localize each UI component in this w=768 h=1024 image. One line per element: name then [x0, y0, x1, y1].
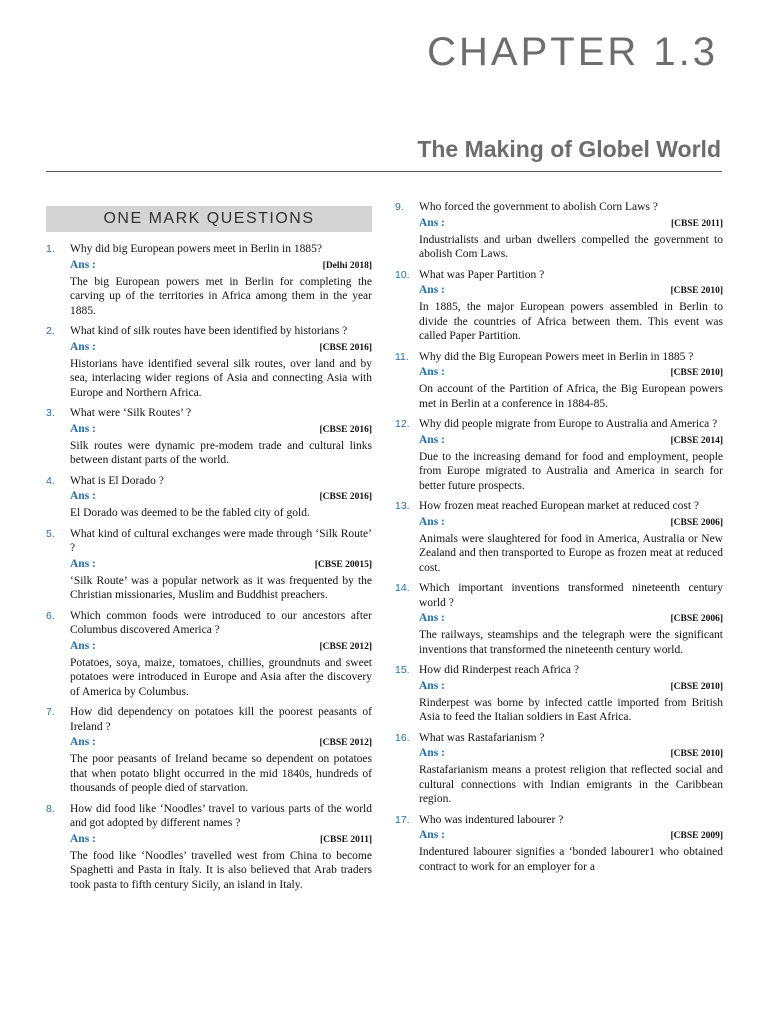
answer-label: Ans :: [419, 433, 445, 446]
question-text: What is El Dorado ?: [70, 474, 164, 487]
exam-source: [CBSE 2010]: [670, 749, 723, 759]
answer-label-row: [419, 216, 723, 231]
answer-label: Ans :: [70, 490, 96, 502]
question-number: 7.: [46, 706, 55, 718]
question-number: 9.: [395, 201, 404, 213]
answer-text: ‘Silk Route’ was a popular network as it was frequented by the Christian missionaries, Muslim and Buddhist preachers.: [70, 574, 372, 601]
question-item: [46, 242, 372, 318]
answer-label-row: [419, 515, 723, 530]
answer-label-row: [419, 611, 723, 626]
question-item: [395, 663, 723, 725]
answer-text: On account of the Partition of Africa, the Big European powers met in Berlin at a conference in 1884-85.: [419, 383, 723, 410]
answer-label-row: [419, 828, 723, 843]
question-number: 8.: [46, 802, 55, 815]
exam-source: [CBSE 2009]: [670, 831, 723, 841]
answer-label: Ans :: [70, 258, 96, 271]
exam-source: [CBSE 2016]: [319, 492, 372, 502]
answer-label-row: [419, 679, 723, 694]
answer-label-row: [70, 639, 372, 654]
exam-source: [Delhi 2018]: [322, 260, 372, 271]
question-number: 15.: [395, 664, 410, 676]
answer-label-row: [419, 746, 723, 761]
answer-label: Ans :: [419, 515, 445, 528]
question-text: Who was indentured labourer ?: [419, 813, 564, 826]
question-item: [46, 705, 372, 796]
exam-source: [CBSE 2012]: [319, 738, 372, 748]
question-text: Why did people migrate from Europe to Australia and America ?: [419, 418, 718, 430]
answer-text: El Dorado was deemed to be the fabled city of gold.: [70, 507, 310, 519]
answer-label: Ans :: [419, 216, 445, 229]
question-item: [395, 499, 723, 575]
question-number: 17.: [395, 813, 410, 826]
question-item: [46, 406, 372, 468]
exam-source: [CBSE 2010]: [670, 286, 723, 296]
question-item: [395, 731, 723, 807]
answer-text: Historians have identified several silk routes, over land and by sea, interlacing wider regions of Asia and connecting Asia with Europe and Northern Africa.: [70, 357, 372, 399]
exam-source: [CBSE 2012]: [319, 641, 372, 652]
exam-source: [CBSE 2010]: [670, 368, 723, 378]
question-number: 1.: [46, 243, 55, 255]
answer-text: Rastafarianism means a protest religion that reflected social and cultural connections with Indian emigrants in the Caribbean region.: [419, 764, 723, 805]
answer-label-row: [70, 489, 372, 504]
exam-source: [CBSE 2010]: [670, 681, 723, 692]
question-text: How did dependency on potatoes kill the poorest peasants of Ireland ?: [70, 706, 372, 733]
question-text: How frozen meat reached European market at reduced cost ?: [419, 500, 700, 512]
question-text: Which important inventions transformed nineteenth century world ?: [419, 582, 723, 609]
question-number: 13.: [395, 500, 410, 512]
answer-label-row: [419, 283, 723, 298]
question-item: [46, 474, 372, 521]
chapter-title: The Making of Globel World: [417, 136, 721, 162]
question-number: 14.: [395, 582, 410, 594]
answer-text: Indentured labourer signifies a ‘bonded labourer1 who obtained contract to work for an employer for a: [419, 846, 723, 873]
question-text: What was Rastafarianism ?: [419, 731, 545, 744]
answer-label: Ans :: [70, 422, 96, 435]
answer-label: Ans :: [419, 747, 445, 759]
answer-text: Animals were slaughtered for food in America, Australia or New Zealand and then transported to Europe as frozen meat at reduced cost.: [419, 532, 723, 574]
question-text: What was Paper Partition ?: [419, 268, 545, 281]
question-item: [46, 609, 372, 700]
exam-source: [CBSE 2011]: [671, 218, 723, 229]
answer-label: Ans :: [70, 340, 96, 353]
answer-label: Ans :: [419, 284, 445, 296]
answer-label: Ans :: [70, 736, 96, 748]
answer-label-row: [70, 557, 372, 572]
question-item: [395, 268, 723, 344]
answer-label-row: [70, 258, 372, 273]
answer-label-row: [419, 365, 723, 380]
section-banner: ONE MARK QUESTIONS: [46, 206, 372, 232]
exam-source: [CBSE 2016]: [319, 342, 372, 353]
exam-source: [CBSE 2011]: [320, 834, 372, 845]
exam-source: [CBSE 2006]: [670, 517, 723, 528]
question-item: [395, 200, 723, 262]
exam-source: [CBSE 2016]: [319, 424, 372, 435]
question-item: [395, 350, 723, 412]
answer-label: Ans :: [419, 829, 445, 841]
question-text: What were ‘Silk Routes’ ?: [70, 407, 192, 419]
question-number: 16.: [395, 731, 410, 744]
question-text: How did Rinderpest reach Africa ?: [419, 664, 579, 676]
answer-label: Ans :: [419, 612, 445, 624]
answer-text: Potatoes, soya, maize, tomatoes, chillies, groundnuts and sweet potatoes were introduced in Europe and Asia after the discovery of America by Columbus.: [70, 656, 372, 698]
answer-label-row: [419, 433, 723, 448]
answer-text: The poor peasants of Ireland became so dependent on potatoes that when potato blight occurred in the mid 1840s, hundreds of thousands of people died of starvation.: [70, 753, 372, 794]
answer-text: Rinderpest was borne by infected cattle imported from British Asia to feed the Italian soldiers in East Africa.: [419, 696, 723, 723]
answer-text: Industrialists and urban dwellers compelled the government to abolish Com Laws.: [419, 233, 723, 260]
exam-source: [CBSE 20015]: [314, 559, 372, 570]
question-number: 11.: [395, 350, 409, 363]
question-text: Why did big European powers meet in Berlin in 1885?: [70, 243, 322, 255]
answer-label: Ans :: [419, 366, 445, 378]
question-number: 3.: [46, 407, 55, 419]
question-item: [46, 527, 372, 603]
question-text: Which common foods were introduced to our ancestors after Columbus discovered America ?: [70, 609, 372, 636]
question-text: How did food like ‘Noodles’ travel to various parts of the world and got adopted by different names ?: [70, 802, 372, 829]
question-item: [395, 417, 723, 493]
question-number: 10.: [395, 268, 410, 281]
question-item: [395, 581, 723, 657]
answer-text: Due to the increasing demand for food and employment, people from Europe migrated to Australia and America in search for better future prospects.: [419, 450, 723, 492]
answer-label-row: [70, 340, 372, 355]
question-text: What kind of silk routes have been identified by historians ?: [70, 325, 348, 337]
answer-text: Silk routes were dynamic pre-modem trade and cultural links between distant parts of the world.: [70, 439, 372, 466]
chapter-heading: CHAPTER 1.3: [427, 30, 718, 74]
question-number: 5.: [46, 527, 55, 540]
exam-source: [CBSE 2006]: [670, 614, 723, 624]
question-number: 6.: [46, 609, 55, 622]
exam-source: [CBSE 2014]: [670, 435, 723, 446]
answer-label-row: [70, 832, 372, 847]
title-divider: [46, 171, 722, 172]
question-item: [46, 802, 372, 893]
question-item: [395, 813, 723, 875]
answer-text: The railways, steamships and the telegraph were the significant inventions that transformed the nineteenth century world.: [419, 629, 723, 656]
question-text: Who forced the government to abolish Corn Laws ?: [419, 201, 658, 213]
question-text: What kind of cultural exchanges were made through ‘Silk Route’ ?: [70, 527, 372, 554]
answer-text: The food like ‘Noodles’ travelled west from China to become Spaghetti and Pasta in Italy. It is also believed that Arab traders took pasta to fifth century Sicily, an island in Italy.: [70, 849, 372, 891]
left-column: [46, 200, 372, 898]
answer-label: Ans :: [70, 832, 96, 845]
question-number: 4.: [46, 474, 55, 487]
answer-label: Ans :: [70, 557, 96, 570]
answer-text: In 1885, the major European powers assembled in Berlin to divide the countries of Africa between them. This event was called Paper Partition.: [419, 301, 723, 342]
answer-label-row: [70, 422, 372, 437]
answer-label: Ans :: [419, 679, 445, 692]
question-list-left: [46, 242, 372, 892]
answer-label-row: [70, 735, 372, 750]
question-item: [46, 324, 372, 400]
answer-text: The big European powers met in Berlin for completing the carving up of the territories in Africa among them in the year 1885.: [70, 275, 372, 317]
question-text: Why did the Big European Powers meet in Berlin in 1885 ?: [419, 350, 694, 363]
question-number: 2.: [46, 325, 55, 337]
question-list-right: [395, 200, 723, 874]
right-column: [395, 200, 723, 880]
question-number: 12.: [395, 418, 410, 430]
answer-label: Ans :: [70, 639, 96, 652]
